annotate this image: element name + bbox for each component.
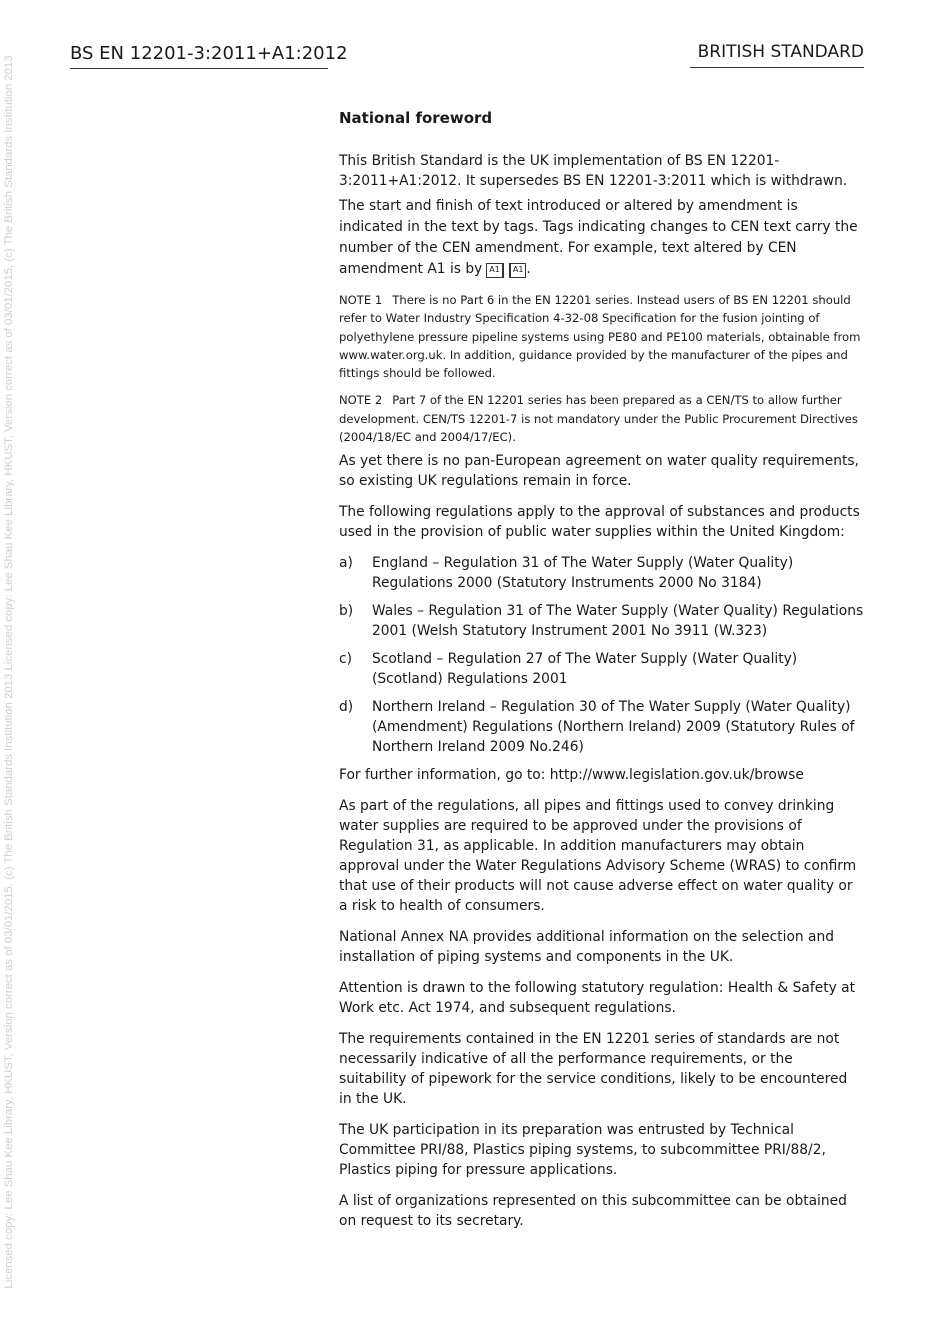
note-1-label: NOTE 1 — [339, 293, 383, 307]
note-2-text: Part 7 of the EN 12201 series has been prepared as a CEN/TS to allow further development. CEN/TS 12201-7 is not mandatory under the Public Procurement Directives (2004/18/EC and 2004/17/EC). — [339, 393, 858, 445]
regulations-list — [339, 553, 864, 757]
section-heading: National foreword — [339, 109, 493, 127]
list-item — [339, 649, 864, 689]
committee-paragraph: The UK participation in its preparation was entrusted by Technical Committee PRI/88, Plastics piping systems, to subcommittee PRI/88/2, Plastics piping for pressure applications. — [339, 1122, 826, 1179]
list-item-text: Wales – Regulation 31 of The Water Supply (Water Quality) Regulations 2001 (Welsh Statutory Instrument 2001 No 3911 (W.323) — [372, 603, 864, 640]
annex-paragraph: National Annex NA provides additional information on the selection and installation of piping systems and components in the UK. — [339, 929, 835, 966]
approval-paragraph: As part of the regulations, all pipes and fittings used to convey drinking water supplies are required to be approved under the provisions of Regulation 31, as applicable. In addition manufacturers may obtain approval under the Water Regulations Advisory Scheme (WRAS) to confirm that use of their products will not cause adverse effect on water quality or a risk to health of consumers. — [339, 798, 857, 915]
amendment-paragraph — [339, 196, 864, 280]
note-1 — [339, 291, 864, 382]
list-item-text: Scotland – Regulation 27 of The Water Supply (Water Quality) (Scotland) Regulations 2001 — [372, 651, 798, 688]
regulations-intro-paragraph: The following regulations apply to the approval of substances and products used in the provision of public water supplies within the United Kingdom: — [339, 504, 860, 541]
list-marker: d) — [339, 699, 354, 716]
list-item-text: Northern Ireland – Regulation 30 of The Water Supply (Water Quality) (Amendment) Regulations (Northern Ireland) 2009 (Statutory Rules of Northern Ireland 2009 No.246) — [372, 699, 855, 756]
list-marker: a) — [339, 555, 353, 572]
note-2-label: NOTE 2 — [339, 393, 383, 408]
license-watermark: Licensed copy: Lee Shau Kee Library, HKUST, Version correct as of 03/01/2015, (c) The British Standards Institution 2013 Licensed copy: Lee Shau Kee Library, HKUST, Version correct as of 03/01/2015, (c) The British Standards Institution 2013 — [3, 55, 15, 1289]
list-item — [339, 601, 864, 641]
requirements-paragraph: The requirements contained in the EN 12201 series of standards are not necessarily indicative of all the performance requirements, or the suitability of pipework for the service conditions, likely to be encountered in the UK. — [339, 1031, 848, 1108]
standard-type-label: BRITISH STANDARD — [690, 40, 864, 68]
intro-paragraph: This British Standard is the UK implementation of BS EN 12201-3:2011+A1:2012. It supersedes BS EN 12201-3:2011 which is withdrawn. — [339, 153, 848, 189]
organizations-paragraph: A list of organizations represented on this subcommittee can be obtained on request to its secretary. — [339, 1193, 847, 1230]
note-2 — [339, 391, 864, 446]
note-1-text: There is no Part 6 in the EN 12201 series. Instead users of BS EN 12201 should refer to Water Industry Specification 4-32-08 Specification for the fusion jointing of polyethylene pressure pipeline systems using PE80 and PE100 materials, obtainable from www.water.org.uk. In addition, guidance provided by the manufacturer of the pipes and fittings should be followed. — [339, 293, 861, 381]
water-quality-paragraph: As yet there is no pan-European agreement on water quality requirements, so existing UK regulations remain in force. — [339, 453, 859, 490]
list-marker: c) — [339, 651, 352, 668]
foreword-section — [339, 108, 864, 1242]
list-item — [339, 553, 864, 593]
amendment-text: The start and finish of text introduced or altered by amendment is indicated in the text by tags. Tags indicating changes to CEN text carry the number of the CEN amendment. For example, text altered by CEN amendment A1 is by — [339, 198, 858, 277]
amendment-start-tag-icon: A1 — [486, 263, 504, 278]
further-info-paragraph: For further information, go to: http://www.legislation.gov.uk/browse — [339, 767, 804, 784]
amendment-end-tag-icon: A1 — [509, 263, 527, 278]
attention-paragraph: Attention is drawn to the following statutory regulation: Health & Safety at Work etc. Act 1974, and subsequent regulations. — [339, 980, 856, 1017]
document-id: BS EN 12201-3:2011+A1:2012 — [70, 42, 328, 69]
list-marker: b) — [339, 603, 354, 620]
list-item — [339, 697, 864, 757]
amendment-end-punct: . — [526, 261, 531, 277]
list-item-text: England – Regulation 31 of The Water Supply (Water Quality) Regulations 2000 (Statutory Instruments 2000 No 3184) — [372, 555, 794, 592]
